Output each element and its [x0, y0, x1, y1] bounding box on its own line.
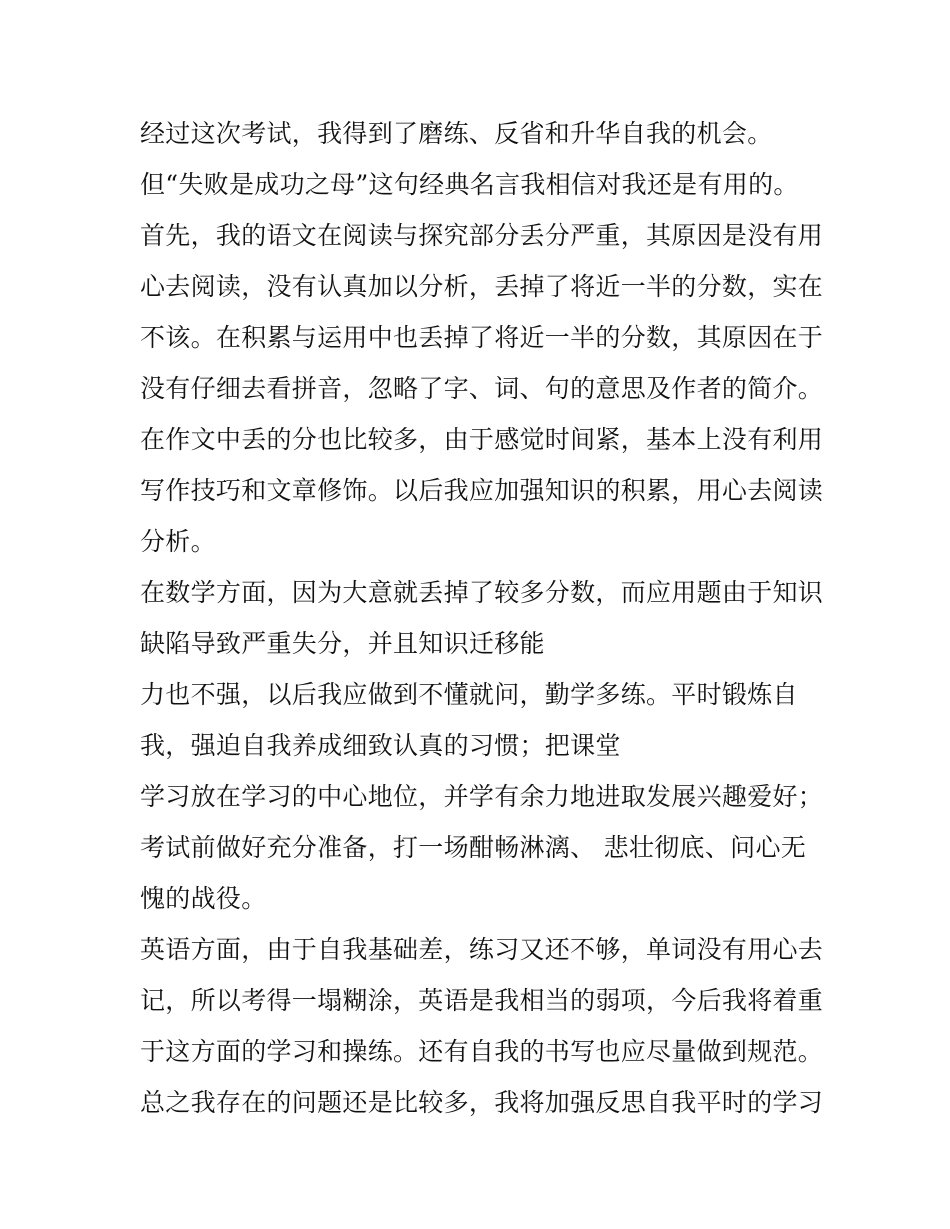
- text-line-14: 学习放在学习的中心地位，并学有余力地进取发展兴趣爱好；: [140, 782, 824, 811]
- text-line-2: 但“失败是成功之母”这句经典名言我相信对我还是有用的。: [140, 170, 799, 199]
- text-line-12: 力也不强，以后我应做到不懂就问，勤学多练。平时锻炼自: [140, 680, 798, 709]
- text-line-9: 分析。: [140, 527, 216, 556]
- text-line-4: 心去阅读，没有认真加以分析，丢掉了将近一半的分数，实在: [140, 272, 824, 301]
- text-line-8: 写作技巧和文章修饰。以后我应加强知识的积累，用心去阅读: [140, 476, 824, 505]
- text-line-11: 缺陷导致严重失分，并且知识迁移能: [140, 629, 545, 658]
- text-line-16: 愧的战役。: [140, 884, 267, 913]
- text-line-6: 没有仔细去看拼音，忽略了字、词、句的意思及作者的简介。: [140, 374, 824, 403]
- text-line-17: 英语方面，由于自我基础差，练习又还不够，单词没有用心去: [140, 935, 824, 964]
- text-line-10: 在数学方面，因为大意就丢掉了较多分数，而应用题由于知识: [140, 578, 824, 607]
- text-line-18: 记，所以考得一塌糊涂，英语是我相当的弱项，今后我将着重: [140, 986, 824, 1015]
- text-line-1: 经过这次考试，我得到了磨练、反省和升华自我的机会。: [140, 119, 773, 148]
- text-line-3: 首先，我的语文在阅读与探究部分丢分严重，其原因是没有用: [140, 221, 824, 250]
- text-line-5: 不该。在积累与运用中也丢掉了将近一半的分数，其原因在于: [140, 323, 824, 352]
- text-line-19: 于这方面的学习和操练。还有自我的书写也应尽量做到规范。: [140, 1037, 824, 1066]
- document-body: [140, 108, 824, 1128]
- text-line-20: 总之我存在的问题还是比较多，我将加强反思自我平时的学习: [140, 1088, 824, 1117]
- text-line-15: 考试前做好充分准备，打一场酣畅淋漓、 悲壮彻底、问心无: [140, 833, 807, 862]
- text-line-7: 在作文中丢的分也比较多，由于感觉时间紧，基本上没有利用: [140, 425, 824, 454]
- text-line-13: 我，强迫自我养成细致认真的习惯；把课堂: [140, 731, 621, 760]
